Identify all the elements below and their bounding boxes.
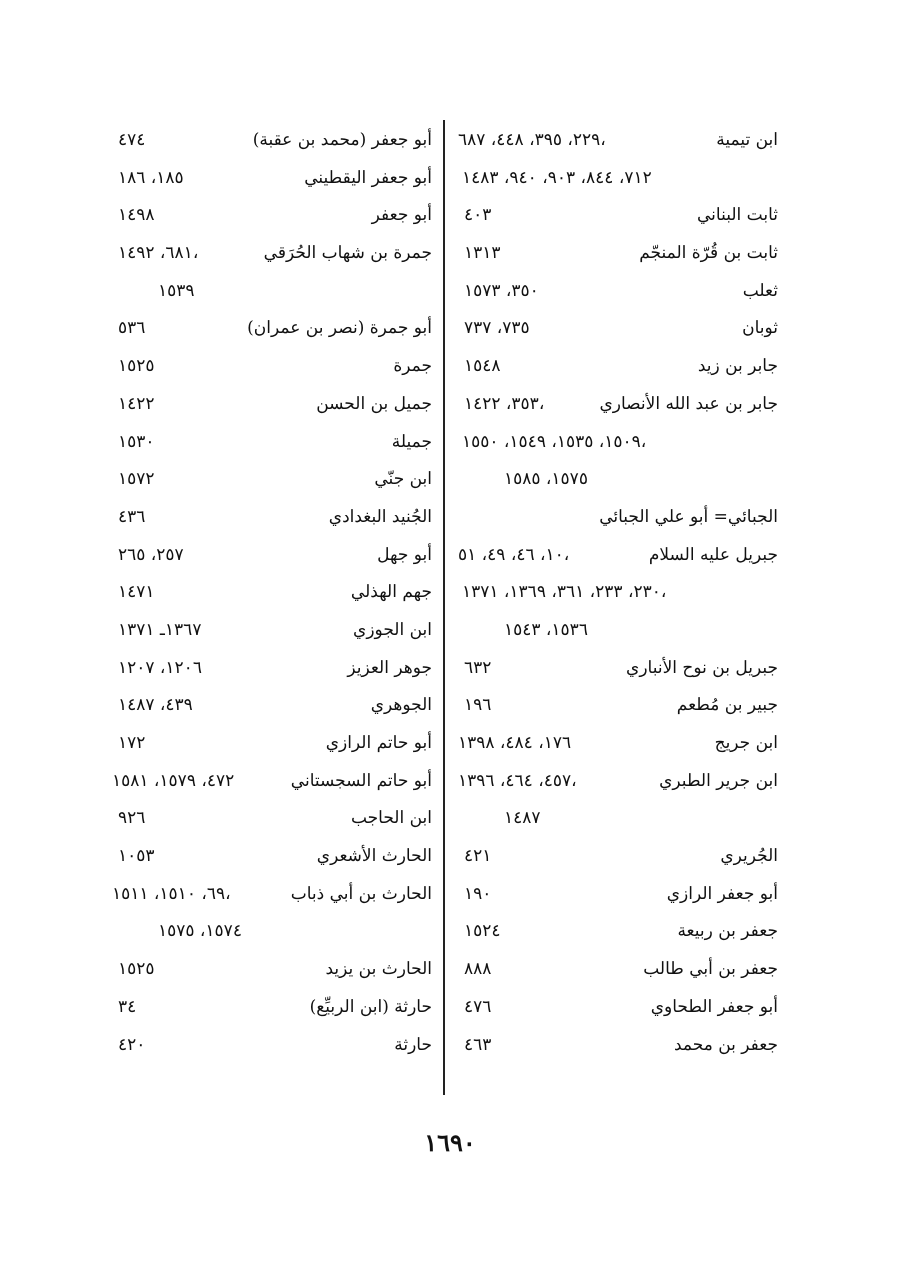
entry-name: ثوبان	[742, 318, 778, 339]
entry-name: الحارث الأشعري	[316, 846, 432, 867]
entry-pages: ١٠، ٤٦، ٤٩، ٥١،	[458, 544, 570, 565]
entry-pages: ٣٤	[118, 996, 137, 1017]
index-entry	[110, 1027, 432, 1065]
entry-pages: ١٥٣٠	[118, 431, 155, 452]
entry-pages: ٤٢١	[464, 846, 492, 867]
index-entry	[456, 574, 778, 612]
entry-name: أبو جعفر الرازي	[666, 883, 778, 904]
entry-pages: ١٥٢٤	[464, 921, 501, 942]
entry-pages: ٩٢٦	[118, 808, 146, 829]
entry-name: أبو جمرة (نصر بن عمران)	[247, 318, 432, 339]
index-entry	[110, 160, 432, 198]
entry-name: ثعلب	[742, 280, 778, 301]
index-entry	[456, 461, 778, 499]
entry-pages: ١٢٠٦، ١٢٠٧	[118, 657, 202, 678]
index-entry	[456, 650, 778, 688]
index-entry	[110, 574, 432, 612]
entry-name: ابن الحاجب	[350, 808, 432, 829]
index-entry	[110, 461, 432, 499]
entry-name: الجوهري	[370, 695, 432, 716]
entry-pages: ١٥٧٤، ١٥٧٥	[158, 921, 242, 942]
entry-name: جبير بن مُطعم	[676, 695, 778, 716]
entry-name: جعفر بن محمد	[673, 1034, 778, 1055]
entry-name: ثابت بن قُرّة المنجّم	[639, 243, 778, 264]
index-entry	[110, 838, 432, 876]
entry-name: جابر بن عبد الله الأنصاري	[599, 393, 778, 414]
page-number: ١٦٩٠	[424, 1128, 476, 1157]
index-entry	[110, 800, 432, 838]
index-entry	[110, 197, 432, 235]
entry-pages: ١٨٥، ١٨٦	[118, 167, 184, 188]
index-entry	[110, 386, 432, 424]
index-entry	[110, 612, 432, 650]
index-entry	[456, 424, 778, 462]
entry-name: جعفر بن ربيعة	[677, 921, 778, 942]
index-entry	[110, 725, 432, 763]
entry-name: أبو جعفر	[371, 205, 432, 226]
index-entry	[456, 951, 778, 989]
entry-pages: ١٣١٣	[464, 243, 501, 264]
entry-pages: ٢٢٩، ٣٩٥، ٤٤٨، ٦٨٧،	[458, 130, 606, 150]
index-entry	[456, 122, 778, 160]
index-entry	[110, 951, 432, 989]
entry-pages: ٥٣٦	[118, 318, 146, 339]
entry-name: جمرة	[393, 356, 432, 377]
index-entry	[456, 989, 778, 1027]
index-entry	[456, 763, 778, 801]
entry-name: جمرة بن شهاب الحُرَقي	[263, 243, 432, 264]
index-entry	[456, 197, 778, 235]
entry-pages: ٤٧٦	[464, 996, 492, 1017]
entry-pages: ١٥٣٩	[158, 280, 195, 301]
entry-pages: ٤٠٣	[464, 205, 492, 226]
index-entry	[456, 913, 778, 951]
entry-pages: ١٥٧٥، ١٥٨٥	[504, 469, 588, 490]
index-entry	[456, 386, 778, 424]
entry-name: جبريل بن نوح الأنباري	[626, 657, 778, 678]
entry-name: الجُنيد البغدادي	[328, 506, 432, 527]
entry-pages: ١٥٢٥	[118, 959, 155, 980]
index-entry	[456, 499, 778, 537]
index-entry	[110, 310, 432, 348]
entry-name: أبو حاتم السجستاني	[290, 770, 432, 791]
entry-name: أبو جعفر الطحاوي	[650, 996, 778, 1017]
entry-pages: ١٥٢٥	[118, 356, 155, 377]
index-entry	[456, 1027, 778, 1065]
entry-pages: ٤٧٤	[118, 130, 146, 150]
index-entry	[110, 989, 432, 1027]
entry-name: حارثة (ابن الربيِّع)	[309, 996, 432, 1017]
entry-name: جهم الهذلي	[350, 582, 432, 603]
entry-name: الجُريري	[720, 846, 778, 867]
entry-pages: ١٣٦٧ـ ١٣٧١	[118, 619, 202, 640]
index-entry	[110, 650, 432, 688]
entry-name: أبو جعفر اليقطيني	[304, 167, 432, 188]
entry-pages: ٦٣٢	[464, 657, 492, 678]
index-entry	[110, 537, 432, 575]
entry-pages: ١٥٤٨	[464, 356, 501, 377]
index-entry	[456, 310, 778, 348]
entry-name: ابن جنّي	[374, 469, 432, 490]
entry-pages: ٢٥٧، ٢٦٥	[118, 544, 184, 565]
entry-pages: ١٠٥٣	[118, 846, 155, 867]
entry-pages: ١٤٧١	[118, 582, 155, 603]
entry-name: جميلة	[391, 431, 432, 452]
index-entry	[110, 424, 432, 462]
right-column	[456, 122, 778, 1064]
index-entry	[456, 800, 778, 838]
entry-pages: ١٥٠٩، ١٥٣٥، ١٥٤٩، ١٥٥٠،	[462, 431, 647, 452]
entry-pages: ٢٣٠، ٢٣٣، ٣٦١، ١٣٦٩، ١٣٧١،	[462, 582, 667, 603]
index-entry	[456, 537, 778, 575]
index-entry	[110, 876, 432, 914]
entry-name: جميل بن الحسن	[316, 393, 432, 414]
entry-name: أبو جعفر (محمد بن عقبة)	[252, 130, 432, 150]
index-entry	[456, 348, 778, 386]
entry-pages: ٣٥٣، ١٤٢٢،	[464, 393, 545, 414]
entry-pages: ٤٧٢، ١٥٧٩، ١٥٨١	[112, 770, 235, 791]
index-entry	[110, 122, 432, 160]
entry-pages: ١٧٦، ٤٨٤، ١٣٩٨	[458, 733, 572, 753]
index-entry	[110, 687, 432, 725]
entry-name: أبو حاتم الرازي	[325, 733, 432, 753]
entry-pages: ١٥٧٢	[118, 469, 155, 490]
left-column	[110, 122, 432, 1064]
entry-pages: ١٤٢٢	[118, 393, 155, 414]
entry-pages: ٨٨٨	[464, 959, 492, 980]
entry-name: جعفر بن أبي طالب	[643, 959, 778, 980]
entry-name: ابن جريج	[714, 733, 778, 753]
entry-pages: ١٧٢	[118, 733, 146, 753]
entry-pages: ٤٣٩، ١٤٨٧	[118, 695, 193, 716]
entry-name: أبو جهل	[377, 544, 432, 565]
index-entry	[110, 273, 432, 311]
index-entry	[456, 687, 778, 725]
entry-pages: ١٩٦	[464, 695, 492, 716]
index-entry	[456, 838, 778, 876]
index-entry	[110, 235, 432, 273]
entry-name: ابن جرير الطبري	[659, 770, 778, 791]
entry-pages: ١٩٠	[464, 883, 492, 904]
entry-pages: ٣٥٠، ١٥٧٣	[464, 280, 539, 301]
entry-pages: ٧٣٥، ٧٣٧	[464, 318, 530, 339]
entry-name: حارثة	[394, 1034, 432, 1055]
index-entry	[456, 612, 778, 650]
entry-pages: ٧١٢، ٨٤٤، ٩٠٣، ٩٤٠، ١٤٨٣	[462, 167, 652, 188]
index-entry	[456, 725, 778, 763]
entry-pages: ٤٥٧، ٤٦٤، ١٣٩٦،	[458, 770, 577, 791]
entry-name: ابن الجوزي	[353, 619, 432, 640]
entry-name: الحارث بن يزيد	[325, 959, 432, 980]
index-entry	[110, 499, 432, 537]
entry-name: جوهر العزيز	[347, 657, 432, 678]
column-divider	[443, 120, 445, 1095]
entry-pages: ٤٢٠	[118, 1034, 146, 1055]
index-entry	[456, 235, 778, 273]
index-entry	[110, 348, 432, 386]
index-entry	[456, 876, 778, 914]
entry-pages: ٦٨١، ١٤٩٢،	[118, 243, 199, 264]
index-entry	[110, 913, 432, 951]
entry-name: الجبائي= أبو علي الجبائي	[599, 506, 778, 527]
entry-name: جبريل عليه السلام	[648, 544, 778, 565]
index-entry	[456, 273, 778, 311]
entry-name: ابن تيمية	[716, 130, 778, 150]
entry-pages: ١٤٨٧	[504, 808, 541, 829]
entry-pages: ١٤٩٨	[118, 205, 155, 226]
entry-pages: ٦٩، ١٥١٠، ١٥١١،	[112, 883, 231, 904]
index-entry	[110, 763, 432, 801]
entry-name: الحارث بن أبي ذباب	[290, 883, 432, 904]
entry-name: ثابت البناني	[697, 205, 778, 226]
entry-pages: ٤٣٦	[118, 506, 146, 527]
entry-pages: ٤٦٣	[464, 1034, 492, 1055]
entry-pages: ١٥٣٦، ١٥٤٣	[504, 619, 588, 640]
index-entry	[456, 160, 778, 198]
entry-name: جابر بن زيد	[697, 356, 778, 377]
